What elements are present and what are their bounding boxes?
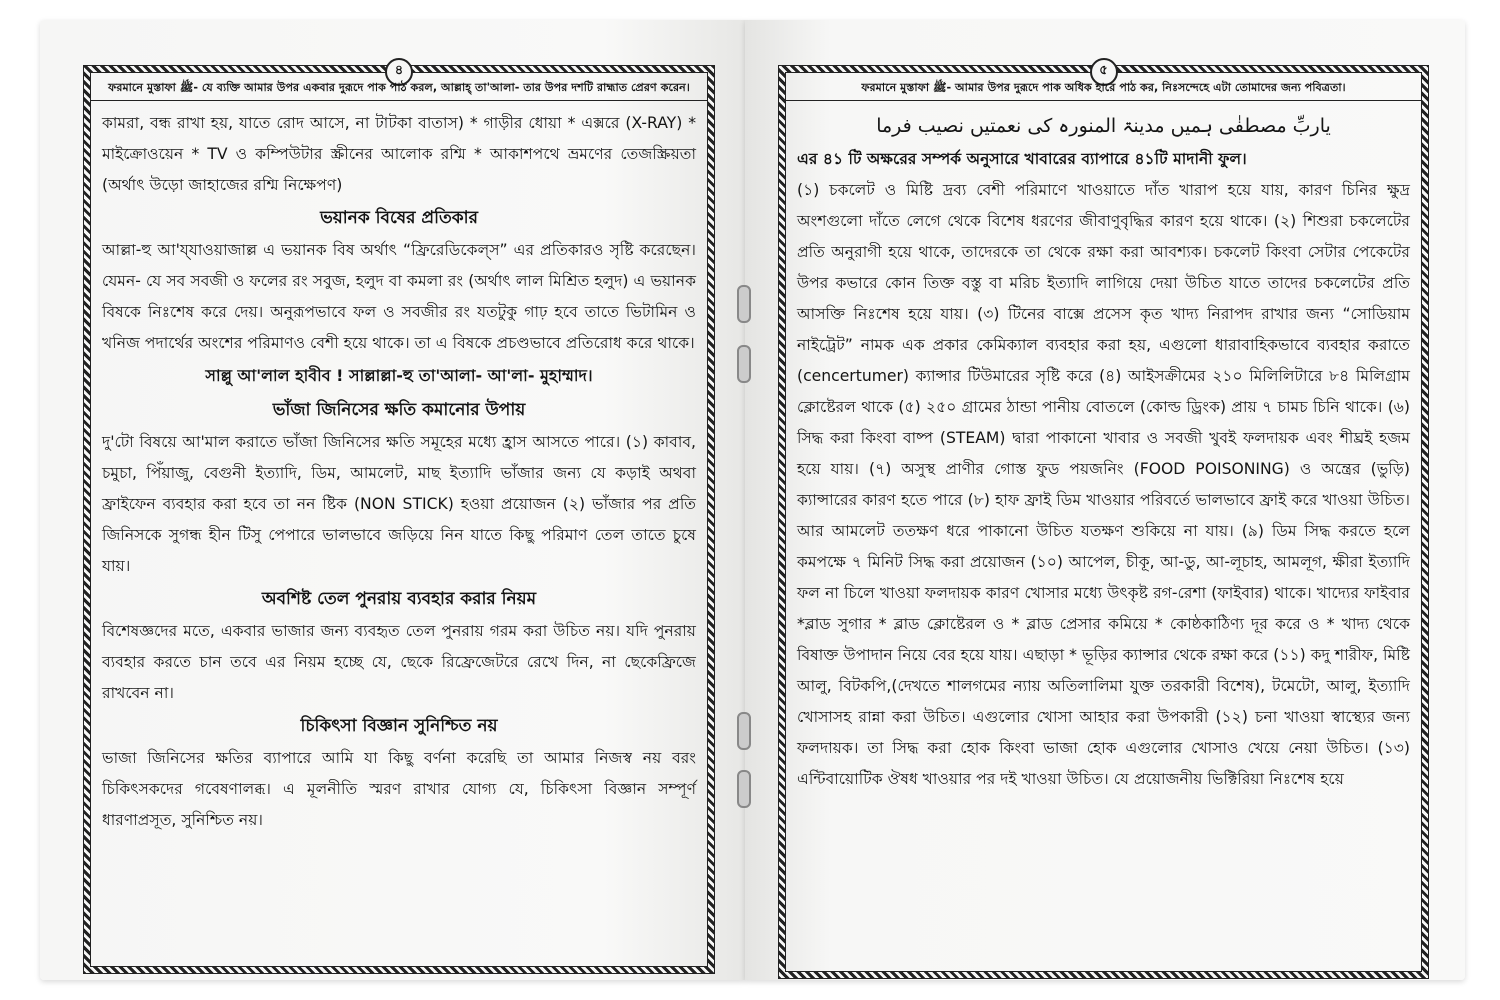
right-page-body <box>797 108 1410 964</box>
page-number: ৪ <box>385 58 413 86</box>
paragraph: আল্লা-হু আ'য্‌যাওয়াজাল্ল এ ভয়ানক বিষ অর্থাৎ “ফ্রিরেডিকেল্‌স” এর প্রতিকারও সৃষ্টি করেছেন। যেমন- যে সব সবজী ও ফলের রং সবুজ, হলুদ বা কমলা রং (অর্থাৎ লাল মিশ্রিত হলুদ) এ ভয়ানক বিষকে নিঃশেষ করে দেয়। অনুরূপভাবে ফল ও সবজীর রং যতটুকু গাঢ় হবে তাতে ভিটামিন ও খনিজ পদার্থের অংশের পরিমাণও বেশী হয়ে থাকে। তা এ বিষকে প্রচণ্ডভাবে প্রতিরোধ করে থাকে। <box>102 241 696 352</box>
paragraph: ভাজা জিনিসের ক্ষতির ব্যাপারে আমি যা কিছু বর্ণনা করেছি তা আমার নিজস্ব নয় বরং চিকিৎসকদের গবেষণালব্ধ। এ মূলনীতি স্মরণ রাখার যোগ্য যে, চিকিৎসা বিজ্ঞান সম্পূর্ণ ধারণাপ্রসূত, সুনিশ্চিত নয়। <box>102 749 696 829</box>
staple <box>737 712 751 750</box>
page-number: ৫ <box>1090 58 1118 86</box>
paragraph: দু'টো বিষয়ে আ'মাল করাতে ভাঁজা জিনিসের ক্ষতি সমূহের মধ্যে হ্রাস আসতে পারে। (১) কাবাব, চমুচা, পিঁয়াজু, বেগুনী ইত্যাদি, ডিম, আমলেট, মাছ ইত্যাদি ভাঁজার জন্য যে কড়াই অথবা ফ্রাইফেন ব্যবহার করা হবে তা নন ষ্টিক (NON STICK) হওয়া প্রয়োজন (২) ভাঁজার পর প্রতি জিনিসকে সুগন্ধ হীন টিসু পেপারে ভালভাবে জড়িয়ে নিন যাতে কিছু পরিমাণ তেল তাতে চুষে যায়। <box>102 433 696 575</box>
lead-line: এর ৪১ টি অক্ষরের সম্পর্ক অনুসারে খাবারের ব্যাপারে ৪১টি মাদানী ফুল। <box>797 150 1247 168</box>
staple <box>737 770 751 808</box>
page-header: ফরমানে মুস্তাফা ﷺ- আমার উপর দুরূদে পাক অধিক হারে পাঠ কর, নিঃসন্দেহে এটা তোমাদের জন্য পবিত্রতা। <box>785 76 1422 101</box>
paragraph: কামরা, বন্ধ রাখা হয়, যাতে রোদ আসে, না টাটকা বাতাস) * গাড়ীর ধোয়া * এক্সরে (X-RAY) * মাইক্রোওয়েন * TV ও কম্পিউটার স্ক্রীনের আলোক রশ্মি * আকাশপথে ভ্রমণের তেজস্ক্রিয়তা (অর্থাৎ উড়ো জাহাজের রশ্মি নিক্ষেপণ) <box>102 114 696 194</box>
section-heading: চিকিৎসা বিজ্ঞান সুনিশ্চিত নয় <box>300 716 498 736</box>
urdu-line: یاربِّ مصطفٰی ہمیں مدینۃ المنورہ کی نعمتیں نصیب فرما <box>876 115 1331 137</box>
staple <box>737 285 751 323</box>
staple <box>737 345 751 383</box>
left-page-border <box>83 65 715 974</box>
left-page <box>40 20 745 980</box>
paragraph: (১) চকলেট ও মিষ্টি দ্রব্য বেশী পরিমাণে খাওয়াতে দাঁত খারাপ হয়ে যায়, কারণ চিনির ক্ষুদ্র অংশগুলো দাঁতে লেগে থেকে বিশেষ ধরণের জীবাণুবৃদ্ধির কারণ হয়ে থাকে। (২) শিশুরা চকলেটের প্রতি অনুরাগী হয়ে থাকে, তাদেরকে তা থেকে রক্ষা করা আবশ্যক। চকলেট কিংবা সেটার পেকেটের উপর কভারে কোন তিক্ত বস্তু বা মরিচ ইত্যাদি লাগিয়ে দেয়া উচিত যাতে তাদের চকলেটের প্রতি আসক্তি নিঃশেষ হয়ে যায়। (৩) টিনের বাক্সে প্রসেস কৃত খাদ্য নিরাপদ রাখার জন্য “সোডিয়াম নাইট্রেট” নামক এক প্রকার কেমিক্যাল ব্যবহার করা হয়, এগুলো ধারাবাহিকভাবে ব্যবহার করাতে (cencertumer) ক্যান্সার টিউমারের সৃষ্টি করে (৪) আইসক্রীমের ২১০ মিলিলিটারে ৮৪ মিলিগ্রাম ক্লোষ্টেরল থাকে (৫) ২৫০ গ্রামের ঠান্ডা পানীয় বোতলে (কোল্ড ড্রিংক) প্রায় ৭ চামচ চিনি থাকে। (৬) সিদ্ধ করা কিংবা বাষ্প (STEAM) দ্বারা পাকানো খাবার ও সবজী খুবই ফলদায়ক এবং শীঘ্রই হজম হয়ে যায়। (৭) অসুস্থ প্রাণীর গোস্ত ফুড পয়জনিং (FOOD POISONING) ও অন্ত্রের (ভুড়ি) ক্যান্সারের কারণ হতে পারে (৮) হাফ ফ্রাই ডিম খাওয়ার পরিবর্তে ভালভাবে ফ্রাই করে খাওয়া উচিত। আর আমলেট ততক্ষণ ধরে পাকানো উচিত যতক্ষণ শুকিয়ে না যায়। (৯) ডিম সিদ্ধ করতে হলে কমপক্ষে ৭ মিনিট সিদ্ধ করা প্রয়োজন (১০) আপেল, চীকূ, আ-ডু, আ-লূচাহ, আমলূগ, ক্ষীরা ইত্যাদি ফল না চিলে খাওয়া ফলদায়ক কারণ খোসার মধ্যে উৎকৃষ্ট রগ-রেশা (ফাইবার) থাকে। খাদ্যের ফাইবার *ব্লাড সুগার * ব্লাড ক্লোষ্টেরল ও * ব্লাড প্রেসার কমিয়ে * কোষ্ঠকাঠিণ্য দূর করে ও * খাদ্য থেকে বিষাক্ত উপাদান নিয়ে বের হয়ে যায়। এছাড়া * ভূড়ির ক্যান্সার থেকে রক্ষা করে (১১) কদু শারীফ, মিষ্টি আলু, বিটকপি,(দেখতে শালগমের ন্যায় অতিলালিমা যুক্ত তরকারী বিশেষ), টমেটো, আলু, ইত্যাদি খোসাসহ রান্না করা উচিত। এগুলোর খোসা আহার করা উপকারী (১২) চনা খাওয়া স্বাস্থ্যের জন্য ফলদায়ক। তা সিদ্ধ করা হোক কিংবা ভাজা হোক এগুলোর খোসাও খেয়ে নেয়া উচিত। (১৩) এন্টিবায়োটিক ঔষধ খাওয়ার পর দই খাওয়া উচিত। যে প্রয়োজনীয় ভিক্টিরিয়া নিঃশেষ হয়ে <box>797 181 1410 788</box>
section-heading: ভাঁজা জিনিসের ক্ষতি কমানোর উপায় <box>272 400 526 420</box>
salawat-line: সাল্লু আ'লাল হাবীব ! সাল্লাল্লা-হু তা'আলা- আ'লা- মুহাম্মাদ। <box>205 366 593 385</box>
section-heading: অবশিষ্ট তেল পুনরায় ব্যবহার করার নিয়ম <box>261 589 537 609</box>
right-page-border <box>778 65 1429 979</box>
paragraph: বিশেষজ্ঞদের মতে, একবার ভাজার জন্য ব্যবহৃত তেল পুনরায় গরম করা উচিত নয়। যদি পুনরায় ব্যবহার করতে চান তবে এর নিয়ম হচ্ছে যে, ছেকে রিফ্রেজেটরে রেখে দিন, না ছেকেফ্রিজে রাখবেন না। <box>102 622 696 702</box>
section-heading: ভয়ানক বিষের প্রতিকার <box>320 208 478 228</box>
left-page-body <box>102 108 696 959</box>
right-page <box>745 20 1465 980</box>
page-header: ফরমানে মুস্তাফা ﷺ- যে ব্যক্তি আমার উপর একবার দুরূদে পাক পাঠ করল, আল্লাহ্ তা'আলা- তার উপর দশটি রাহ্মাত প্রেরণ করেন। <box>90 76 708 101</box>
